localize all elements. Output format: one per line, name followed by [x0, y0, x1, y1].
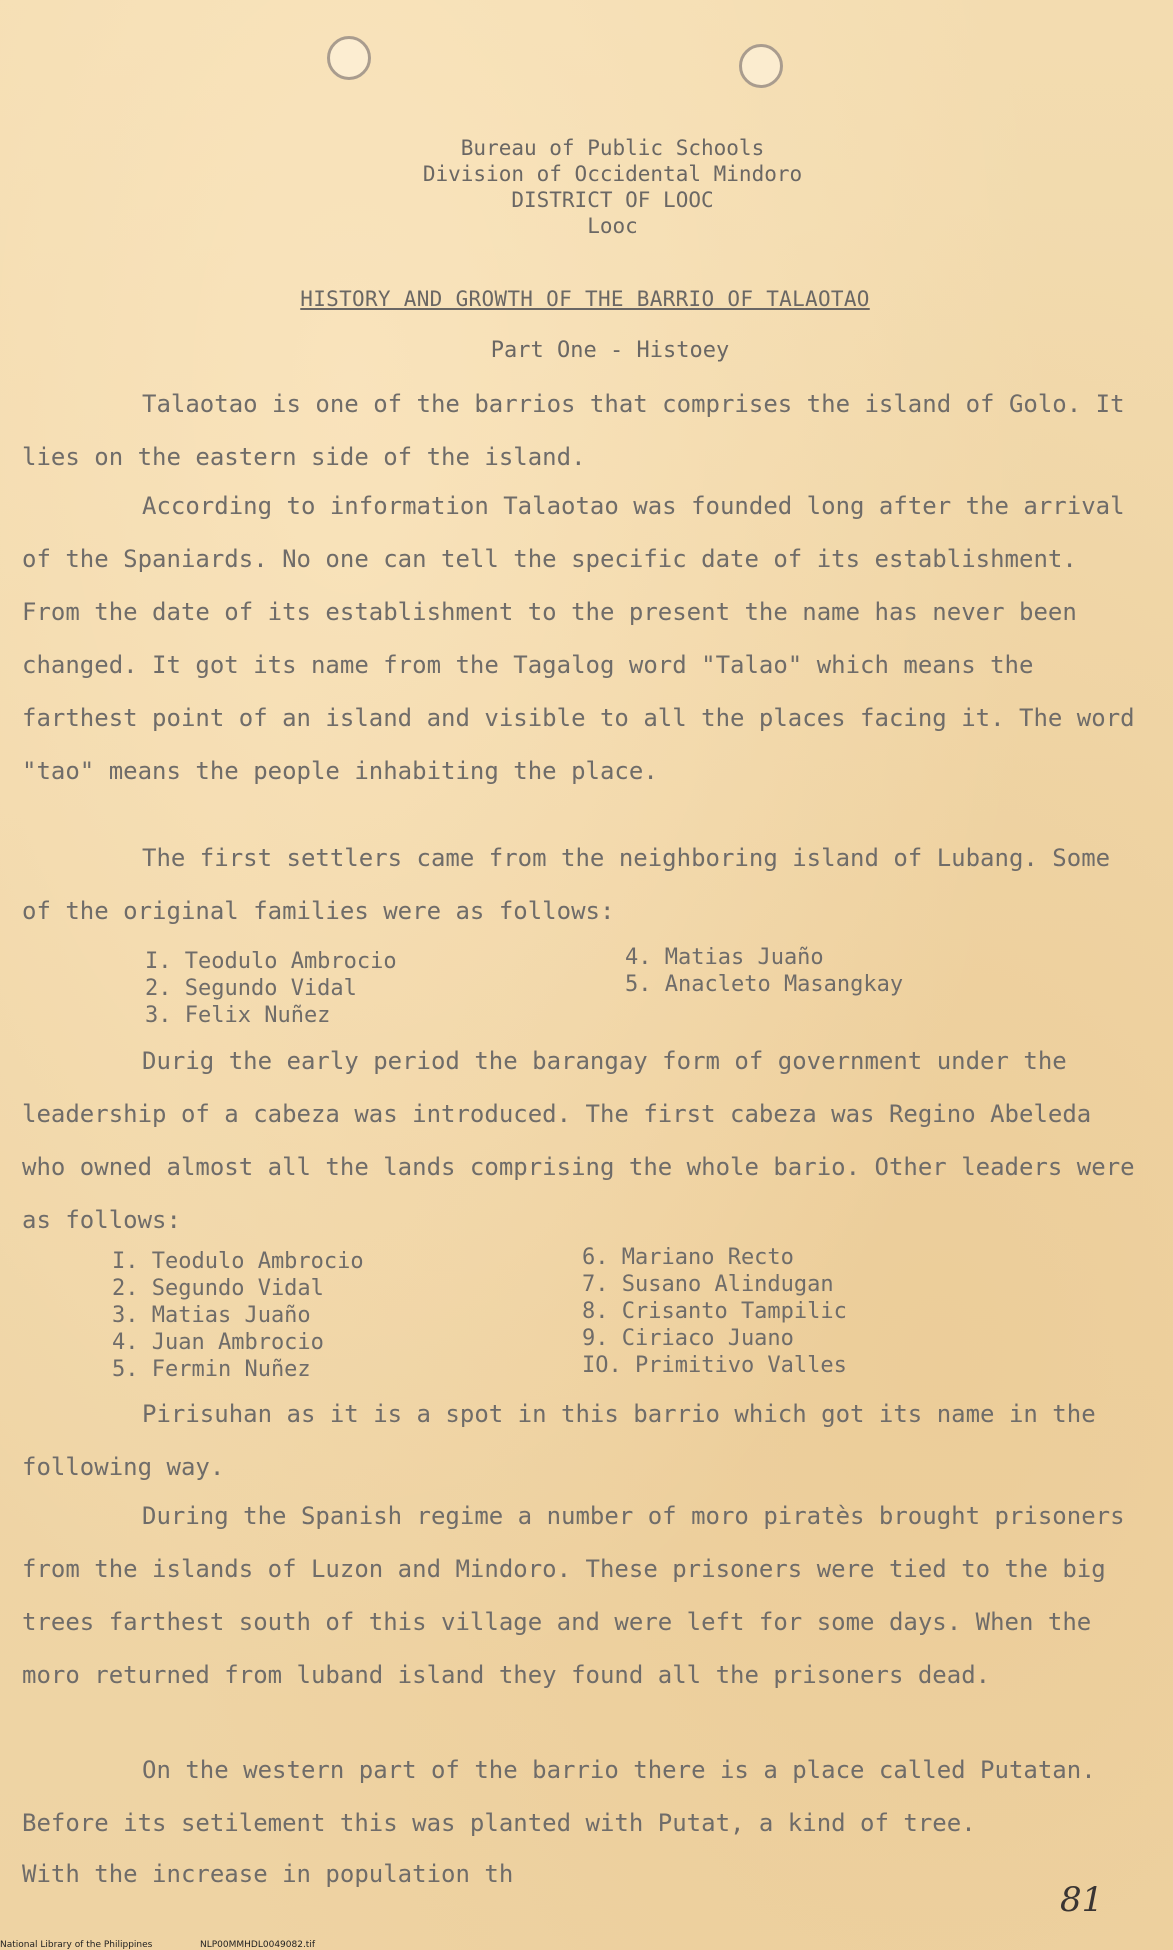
- punch-hole-right: [739, 44, 783, 88]
- list-item: 9. Ciriaco Juano: [582, 1326, 794, 1351]
- leaders-list-right: [582, 1244, 847, 1379]
- paragraph-4: Durig the early period the barangay form of government under the leadership of a cabeza was introduced. The first cabeza was Regino Abeleda who owned almost all the lands comprising the whole bario. Other leaders were as follows:: [22, 1047, 1135, 1234]
- paragraph-6: During the Spanish regime a number of moro piratès brought prisoners from the islands of Luzon and Mindoro. These prisoners were tied to the big trees farthest south of this village and were left for some days. When the moro returned from luband island they found all the prisoners dead.: [22, 1502, 1125, 1689]
- list-item: 2. Segundo Vidal: [145, 976, 357, 1001]
- list-item: 7. Susano Alindugan: [582, 1272, 834, 1297]
- punch-hole-left: [327, 36, 371, 80]
- leaders-list-left: [112, 1248, 364, 1383]
- list-item: 5. Fermin Nuñez: [112, 1357, 311, 1382]
- header-line-bureau: Bureau of Public Schools: [460, 136, 765, 160]
- list-item: 6. Mariano Recto: [582, 1245, 794, 1270]
- list-item: 3. Felix Nuñez: [145, 1003, 331, 1028]
- file-identifier: NLP00MMHDL0049082.tif: [200, 1940, 316, 1950]
- document-title: HISTORY AND GROWTH OF THE BARRIO OF TALAOTAO: [300, 287, 870, 311]
- paragraph-5: Pirisuhan as it is a spot in this barrio which got its name in the following way.: [22, 1400, 1096, 1481]
- header-line-district: DISTRICT OF LOOC: [511, 188, 714, 212]
- document-subtitle: Part One - Histoey: [490, 338, 730, 363]
- page-number: 81: [1060, 1880, 1104, 1920]
- list-item: 8. Crisanto Tampilic: [582, 1299, 847, 1324]
- list-item: I. Teodulo Ambrocio: [112, 1249, 364, 1274]
- paragraph-1: Talaotao is one of the barrios that comprises the island of Golo. It lies on the eastern side of the island.: [22, 390, 1125, 471]
- families-list-right: [625, 944, 903, 998]
- list-item: 4. Juan Ambrocio: [112, 1330, 324, 1355]
- header-line-town: Looc: [587, 214, 638, 238]
- list-item: 2. Segundo Vidal: [112, 1276, 324, 1301]
- paragraph-7: On the western part of the barrio there is a place called Putatan. Before its setilement this was planted with Putat, a kind of tree.: [22, 1756, 1096, 1837]
- paragraph-3: The first settlers came from the neighboring island of Lubang. Some of the original families were as follows:: [22, 844, 1111, 925]
- list-item: 3. Matias Juaño: [112, 1303, 311, 1328]
- library-credit: National Library of the Philippines: [0, 1940, 153, 1950]
- paragraph-8: With the increase in population th: [22, 1860, 514, 1888]
- header-line-division: Division of Occidental Mindoro: [422, 162, 803, 186]
- list-item: 4. Matias Juaño: [625, 945, 824, 970]
- paragraph-2: According to information Talaotao was founded long after the arrival of the Spaniards. No one can tell the specific date of its establishment. From the date of its establishment to the present the name has never been changed. It got its name from the Tagalog word "Talao" which means the farthest point of an island and visible to all the places facing it. The word "tao" means the people inhabiting the place.: [22, 492, 1135, 785]
- list-item: I. Teodulo Ambrocio: [145, 949, 397, 974]
- list-item: 5. Anacleto Masangkay: [625, 972, 904, 997]
- families-list-left: [145, 948, 397, 1029]
- document-header: [300, 135, 925, 239]
- list-item: IO. Primitivo Valles: [582, 1353, 847, 1378]
